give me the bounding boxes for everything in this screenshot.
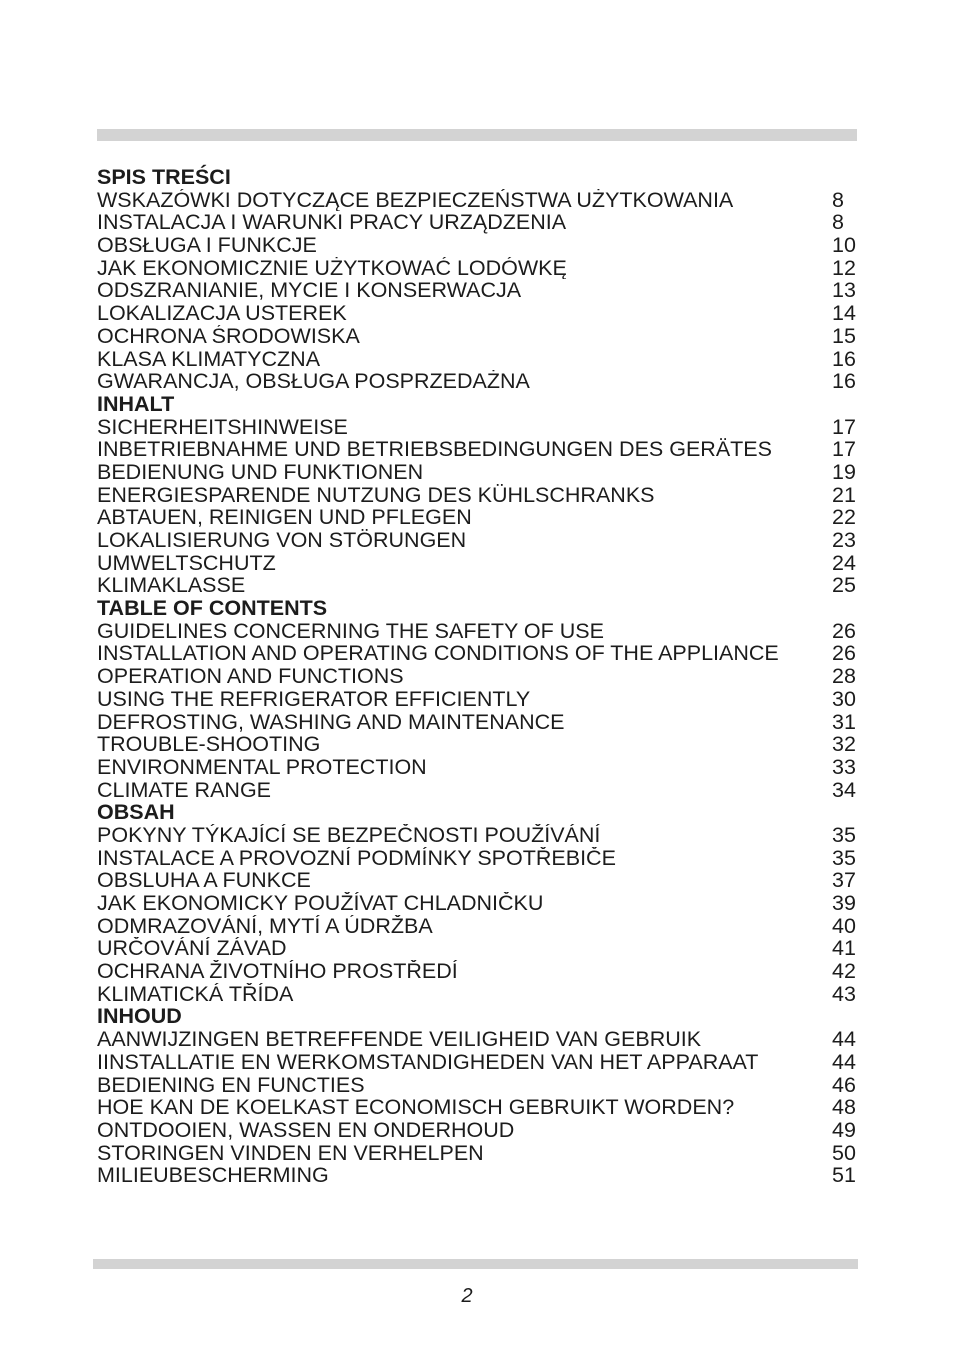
- toc-entry-page: 17: [832, 414, 856, 439]
- top-divider: [97, 129, 857, 141]
- toc-entry-page: 42: [832, 959, 856, 984]
- toc-entry: [97, 552, 858, 575]
- toc-entry-title: BEDIENUNG UND FUNKTIONEN: [97, 460, 424, 484]
- toc-entry-page: 49: [832, 1117, 856, 1142]
- toc-entry-title: LOKALISIERUNG VON STÖRUNGEN: [97, 529, 467, 552]
- toc-entry-page: 22: [832, 505, 856, 530]
- toc-entry-title: KLIMATICKÁ TŘÍDA: [97, 982, 294, 1006]
- toc-entry: [97, 1142, 858, 1165]
- toc-entry: [97, 756, 858, 779]
- toc-entry-page: 44: [832, 1049, 856, 1074]
- toc-entry-title: ENERGIESPARENDE NUTZUNG DES KÜHLSCHRANKS: [97, 483, 655, 507]
- section-heading: INHOUD: [97, 1004, 182, 1029]
- toc-entry: [97, 869, 858, 892]
- toc-entry-title: CLIMATE RANGE: [97, 778, 272, 802]
- toc-entry: [97, 370, 858, 393]
- toc-entry-title: ONTDOOIEN, WASSEN EN ONDERHOUD: [97, 1118, 515, 1142]
- toc-entry-title: MILIEUBESCHERMING: [97, 1164, 329, 1187]
- toc-entry-page: 48: [832, 1095, 856, 1120]
- toc-entry: [97, 325, 858, 348]
- toc-entry: [97, 665, 858, 688]
- toc-entry-page: 41: [832, 936, 856, 961]
- toc-entry-page: 28: [832, 664, 856, 689]
- toc-entry-title: OBSŁUGA I FUNKCJE: [97, 234, 317, 257]
- toc-entry: [97, 892, 858, 915]
- section-heading: INHALT: [97, 391, 175, 416]
- toc-entry: [97, 1051, 858, 1074]
- toc-entry-title: INSTALLATION AND OPERATING CONDITIONS OF THE APPLIANCE: [97, 642, 779, 666]
- toc-entry: [97, 438, 858, 461]
- toc-entry-page: 8: [832, 187, 844, 212]
- toc-entry-title: INBETRIEBNAHME UND BETRIEBSBEDINGUNGEN DES GERÄTES: [97, 438, 772, 461]
- toc-entry: [97, 915, 858, 938]
- toc-entry: [97, 937, 858, 960]
- toc-entry-page: 33: [832, 754, 856, 779]
- toc-entry-title: BEDIENING EN FUNCTIES: [97, 1073, 365, 1097]
- toc-entry-title: JAK EKONOMICKY POUŽÍVAT CHLADNIČKU: [97, 892, 544, 915]
- toc-entry: [97, 348, 858, 371]
- toc-entry-title: IINSTALLATIE EN WERKOMSTANDIGHEDEN VAN HET APPARAAT: [97, 1050, 759, 1074]
- toc-entry: [97, 642, 858, 665]
- toc-entry-title: KLASA KLIMATYCZNA: [97, 347, 321, 371]
- toc-entry-title: GWARANCJA, OBSŁUGA POSPRZEDAŻNA: [97, 370, 530, 393]
- toc-entry-page: 8: [832, 210, 844, 235]
- toc-entry-page: 35: [832, 822, 856, 847]
- toc-entry: [97, 824, 858, 847]
- toc-entry-title: OCHRANA ŽIVOTNÍHO PROSTŘEDÍ: [97, 960, 458, 983]
- toc-entry-page: 12: [832, 255, 856, 280]
- toc-entry-title: ODSZRANIANIE, MYCIE I KONSERWACJA: [97, 279, 522, 303]
- toc-entry: [97, 1164, 858, 1187]
- toc-entry: [97, 847, 858, 870]
- toc-entry: [97, 1074, 858, 1097]
- toc-entry-title: USING THE REFRIGERATOR EFFICIENTLY: [97, 687, 531, 711]
- toc-entry-title: JAK EKONOMICZNIE UŻYTKOWAĆ LODÓWKĘ: [97, 256, 567, 280]
- toc-entry: [97, 574, 858, 597]
- toc-entry-page: 21: [832, 482, 856, 507]
- toc-entry-title: ABTAUEN, REINIGEN UND PFLEGEN: [97, 506, 472, 530]
- toc-entry-page: 37: [832, 868, 856, 893]
- toc-entry-page: 35: [832, 845, 856, 870]
- toc-entry-page: 26: [832, 618, 856, 643]
- toc-entry-title: POKYNY TÝKAJÍCÍ SE BEZPEČNOSTI POUŽÍVÁNÍ: [97, 823, 601, 847]
- toc-entry-page: 10: [832, 233, 856, 258]
- toc-entry-title: OBSLUHA A FUNKCE: [97, 869, 311, 893]
- section-heading: TABLE OF CONTENTS: [97, 596, 328, 621]
- toc-entry: [97, 1028, 858, 1051]
- toc-entry: [97, 211, 858, 234]
- toc-entry-title: OPERATION AND FUNCTIONS: [97, 665, 404, 688]
- toc-entry-title: INSTALACE A PROVOZNÍ PODMÍNKY SPOTŘEBIČE: [97, 846, 616, 870]
- toc-entry-title: SICHERHEITSHINWEISE: [97, 415, 348, 439]
- toc-entry: [97, 1096, 858, 1119]
- toc-entry-title: STORINGEN VINDEN EN VERHELPEN: [97, 1141, 484, 1165]
- toc-entry: [97, 960, 858, 983]
- toc-entry: [97, 461, 858, 484]
- toc-entry-page: 34: [832, 777, 856, 802]
- toc-entry-title: WSKAZÓWKI DOTYCZĄCE BEZPIECZEŃSTWA UŻYTKOWANIA: [97, 188, 734, 212]
- toc-entry-title: HOE KAN DE KOELKAST ECONOMISCH GEBRUIKT WORDEN?: [97, 1096, 735, 1119]
- toc-entry-page: 43: [832, 981, 856, 1006]
- toc-entry-title: KLIMAKLASSE: [97, 574, 246, 598]
- toc-entry: [97, 1119, 858, 1142]
- toc-entry: [97, 688, 858, 711]
- toc-entry-page: 39: [832, 891, 856, 915]
- toc-entry-page: 30: [832, 686, 856, 711]
- toc-entry: [97, 302, 858, 325]
- toc-entry-title: URČOVÁNÍ ZÁVAD: [97, 937, 287, 961]
- toc-entry-page: 24: [832, 550, 856, 575]
- toc-entry-page: 40: [832, 913, 856, 938]
- table-of-contents: [97, 166, 858, 1187]
- toc-entry-page: 50: [832, 1140, 856, 1165]
- toc-entry-page: 16: [832, 346, 856, 371]
- toc-entry-title: ODMRAZOVÁNÍ, MYTÍ A ÚDRŽBA: [97, 914, 433, 938]
- toc-entry-title: ENVIRONMENTAL PROTECTION: [97, 755, 427, 779]
- toc-entry-title: INSTALACJA I WARUNKI PRACY URZĄDZENIA: [97, 211, 567, 235]
- toc-entry-page: 31: [832, 709, 856, 734]
- toc-entry: [97, 779, 858, 802]
- toc-entry: [97, 279, 858, 302]
- toc-entry-page: 46: [832, 1072, 856, 1097]
- toc-entry: [97, 620, 858, 643]
- toc-entry: [97, 189, 858, 212]
- toc-entry-page: 26: [832, 641, 856, 666]
- toc-entry: [97, 983, 858, 1006]
- toc-entry: [97, 484, 858, 507]
- toc-entry-title: DEFROSTING, WASHING AND MAINTENANCE: [97, 710, 565, 734]
- toc-entry-page: 15: [832, 323, 856, 348]
- toc-entry-title: GUIDELINES CONCERNING THE SAFETY OF USE: [97, 619, 604, 643]
- toc-entry: [97, 529, 858, 552]
- toc-entry: [97, 257, 858, 280]
- section-heading: SPIS TREŚCI: [97, 165, 231, 189]
- toc-entry-page: 23: [832, 528, 856, 552]
- section-heading: OBSAH: [97, 800, 175, 825]
- toc-entry-title: TROUBLE-SHOOTING: [97, 733, 321, 756]
- toc-entry: [97, 711, 858, 734]
- page-number: 2: [461, 1285, 473, 1307]
- toc-entry: [97, 416, 858, 439]
- toc-entry-page: 32: [832, 732, 856, 757]
- bottom-divider: [93, 1259, 858, 1269]
- toc-entry-title: UMWELTSCHUTZ: [97, 551, 276, 575]
- toc-entry: [97, 234, 858, 257]
- toc-entry-page: 44: [832, 1027, 856, 1052]
- toc-entry: [97, 733, 858, 756]
- toc-entry-title: LOKALIZACJA USTEREK: [97, 302, 347, 325]
- toc-entry-page: 14: [832, 301, 856, 326]
- toc-entry-title: OCHRONA ŚRODOWISKA: [97, 324, 360, 348]
- toc-entry: [97, 506, 858, 529]
- toc-entry-title: AANWIJZINGEN BETREFFENDE VEILIGHEID VAN GEBRUIK: [97, 1028, 702, 1051]
- toc-entry-page: 13: [832, 278, 856, 303]
- toc-entry-page: 25: [832, 573, 856, 598]
- toc-entry-page: 17: [832, 437, 856, 462]
- toc-entry-page: 19: [832, 459, 856, 484]
- toc-entry-page: 16: [832, 369, 856, 394]
- toc-entry-page: 51: [832, 1163, 856, 1188]
